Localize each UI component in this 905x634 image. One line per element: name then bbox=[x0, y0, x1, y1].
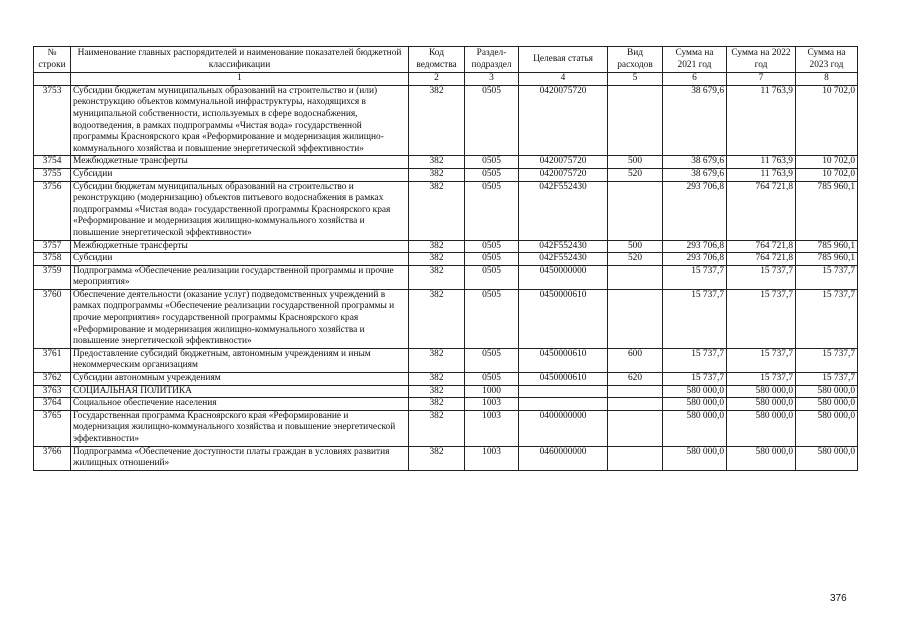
table-row bbox=[34, 289, 858, 348]
row-section: 1003 bbox=[465, 446, 519, 470]
row-target-article: 0400000000 bbox=[519, 410, 608, 446]
row-name: Предоставление субсидий бюджетным, автономным учреждениям и иным некоммерческим организациям bbox=[71, 348, 409, 372]
row-number: 3765 bbox=[34, 410, 71, 446]
row-sum-2022: 15 737,7 bbox=[727, 348, 796, 372]
row-sum-2022: 15 737,7 bbox=[727, 289, 796, 348]
row-sum-2022: 580 000,0 bbox=[727, 385, 796, 398]
header-row-number: № строки bbox=[34, 47, 71, 73]
row-sum-2022: 580 000,0 bbox=[727, 446, 796, 470]
row-dept-code: 382 bbox=[409, 240, 465, 253]
row-sum-2023: 580 000,0 bbox=[796, 446, 858, 470]
header-row bbox=[34, 47, 858, 73]
row-section: 1003 bbox=[465, 410, 519, 446]
row-number: 3764 bbox=[34, 398, 71, 411]
row-sum-2021: 15 737,7 bbox=[663, 265, 727, 289]
column-number: 3 bbox=[465, 73, 519, 86]
row-sum-2022: 580 000,0 bbox=[727, 398, 796, 411]
column-number bbox=[34, 73, 71, 86]
header-target-article: Целевая статья bbox=[519, 47, 608, 73]
row-expense-type: 520 bbox=[608, 253, 663, 266]
row-sum-2023: 15 737,7 bbox=[796, 265, 858, 289]
row-expense-type: 620 bbox=[608, 373, 663, 386]
row-sum-2021: 580 000,0 bbox=[663, 385, 727, 398]
row-target-article bbox=[519, 398, 608, 411]
row-sum-2022: 580 000,0 bbox=[727, 410, 796, 446]
row-sum-2021: 38 679,6 bbox=[663, 156, 727, 169]
row-number: 3766 bbox=[34, 446, 71, 470]
row-name: Субсидии bbox=[71, 253, 409, 266]
row-dept-code: 382 bbox=[409, 85, 465, 156]
row-name: СОЦИАЛЬНАЯ ПОЛИТИКА bbox=[71, 385, 409, 398]
row-expense-type bbox=[608, 85, 663, 156]
row-sum-2021: 580 000,0 bbox=[663, 398, 727, 411]
row-sum-2023: 785 960,1 bbox=[796, 181, 858, 240]
row-sum-2022: 15 737,7 bbox=[727, 265, 796, 289]
header-sum-2023: Сумма на 2023 год bbox=[796, 47, 858, 73]
row-dept-code: 382 bbox=[409, 446, 465, 470]
row-sum-2022: 11 763,9 bbox=[727, 156, 796, 169]
row-expense-type bbox=[608, 181, 663, 240]
row-target-article: 0420075720 bbox=[519, 85, 608, 156]
row-expense-type bbox=[608, 446, 663, 470]
row-name: Субсидии автономным учреждениям bbox=[71, 373, 409, 386]
row-sum-2022: 15 737,7 bbox=[727, 373, 796, 386]
row-dept-code: 382 bbox=[409, 398, 465, 411]
row-sum-2021: 580 000,0 bbox=[663, 410, 727, 446]
row-sum-2023: 580 000,0 bbox=[796, 385, 858, 398]
row-sum-2023: 10 702,0 bbox=[796, 85, 858, 156]
row-number: 3757 bbox=[34, 240, 71, 253]
row-name: Межбюджетные трансферты bbox=[71, 156, 409, 169]
table-row bbox=[34, 265, 858, 289]
row-expense-type bbox=[608, 398, 663, 411]
row-sum-2023: 785 960,1 bbox=[796, 253, 858, 266]
row-target-article: 042F552430 bbox=[519, 240, 608, 253]
table-row bbox=[34, 156, 858, 169]
table-row bbox=[34, 373, 858, 386]
page-number: 376 bbox=[830, 593, 847, 604]
row-target-article: 0420075720 bbox=[519, 156, 608, 169]
row-target-article: 0450000000 bbox=[519, 265, 608, 289]
row-name: Субсидии bbox=[71, 168, 409, 181]
row-sum-2021: 15 737,7 bbox=[663, 373, 727, 386]
row-number: 3761 bbox=[34, 348, 71, 372]
row-dept-code: 382 bbox=[409, 348, 465, 372]
row-section: 0505 bbox=[465, 85, 519, 156]
table-row bbox=[34, 253, 858, 266]
table-row bbox=[34, 240, 858, 253]
row-sum-2021: 15 737,7 bbox=[663, 289, 727, 348]
column-number: 1 bbox=[71, 73, 409, 86]
row-section: 0505 bbox=[465, 156, 519, 169]
row-sum-2021: 38 679,6 bbox=[663, 85, 727, 156]
row-target-article: 0460000000 bbox=[519, 446, 608, 470]
row-target-article: 0450000610 bbox=[519, 348, 608, 372]
column-number: 4 bbox=[519, 73, 608, 86]
table-row bbox=[34, 348, 858, 372]
row-dept-code: 382 bbox=[409, 410, 465, 446]
header-name: Наименование главных распорядителей и наименование показателей бюджетной классификации bbox=[71, 47, 409, 73]
row-name: Субсидии бюджетам муниципальных образований на строительство и реконструкцию (модернизацию) объектов питьевого водоснабжения в рамках подпрограммы «Чистая вода» государственной программы Красноярского края «Реформирование и модернизация жилищно-коммунального хозяйства и повышение энергетической эффективности» bbox=[71, 181, 409, 240]
column-number: 8 bbox=[796, 73, 858, 86]
row-section: 0505 bbox=[465, 168, 519, 181]
row-dept-code: 382 bbox=[409, 385, 465, 398]
row-section: 1003 bbox=[465, 398, 519, 411]
row-number: 3762 bbox=[34, 373, 71, 386]
row-section: 0505 bbox=[465, 253, 519, 266]
row-number: 3756 bbox=[34, 181, 71, 240]
row-name: Подпрограмма «Обеспечение доступности платы граждан в условиях развития жилищных отношений» bbox=[71, 446, 409, 470]
row-dept-code: 382 bbox=[409, 289, 465, 348]
row-section: 0505 bbox=[465, 348, 519, 372]
row-dept-code: 382 bbox=[409, 156, 465, 169]
row-target-article: 0420075720 bbox=[519, 168, 608, 181]
row-number: 3754 bbox=[34, 156, 71, 169]
row-name: Подпрограмма «Обеспечение реализации государственной программы и прочие мероприятия» bbox=[71, 265, 409, 289]
row-name: Межбюджетные трансферты bbox=[71, 240, 409, 253]
row-number: 3760 bbox=[34, 289, 71, 348]
row-section: 1000 bbox=[465, 385, 519, 398]
row-name: Обеспечение деятельности (оказание услуг) подведомственных учреждений в рамках подпрограммы «Обеспечение реализации государственной программы и прочие мероприятия» государственной программы Красноярского края «Реформирование и модернизация жилищно-коммунального хозяйства и повышение энергетической эффективности» bbox=[71, 289, 409, 348]
row-section: 0505 bbox=[465, 373, 519, 386]
header-sum-2022: Сумма на 2022 год bbox=[727, 47, 796, 73]
row-dept-code: 382 bbox=[409, 181, 465, 240]
column-number: 7 bbox=[727, 73, 796, 86]
row-target-article: 042F552430 bbox=[519, 253, 608, 266]
row-expense-type: 600 bbox=[608, 348, 663, 372]
table-row bbox=[34, 385, 858, 398]
header-expense-type: Вид расходов bbox=[608, 47, 663, 73]
table-row bbox=[34, 181, 858, 240]
row-number: 3758 bbox=[34, 253, 71, 266]
row-sum-2022: 11 763,9 bbox=[727, 85, 796, 156]
table-row bbox=[34, 168, 858, 181]
row-expense-type bbox=[608, 265, 663, 289]
row-section: 0505 bbox=[465, 181, 519, 240]
row-target-article: 0450000610 bbox=[519, 373, 608, 386]
row-dept-code: 382 bbox=[409, 373, 465, 386]
row-sum-2021: 293 706,8 bbox=[663, 240, 727, 253]
row-section: 0505 bbox=[465, 265, 519, 289]
column-number: 6 bbox=[663, 73, 727, 86]
row-sum-2023: 580 000,0 bbox=[796, 398, 858, 411]
row-sum-2022: 764 721,8 bbox=[727, 253, 796, 266]
row-name: Социальное обеспечение населения bbox=[71, 398, 409, 411]
row-expense-type: 500 bbox=[608, 240, 663, 253]
table-body bbox=[34, 85, 858, 470]
row-sum-2023: 10 702,0 bbox=[796, 156, 858, 169]
row-sum-2023: 580 000,0 bbox=[796, 410, 858, 446]
row-number: 3759 bbox=[34, 265, 71, 289]
row-section: 0505 bbox=[465, 289, 519, 348]
row-target-article: 042F552430 bbox=[519, 181, 608, 240]
row-number: 3763 bbox=[34, 385, 71, 398]
table-row bbox=[34, 398, 858, 411]
row-expense-type bbox=[608, 410, 663, 446]
row-section: 0505 bbox=[465, 240, 519, 253]
header-dept-code: Код ведомства bbox=[409, 47, 465, 73]
row-expense-type bbox=[608, 289, 663, 348]
row-name: Субсидии бюджетам муниципальных образований на строительство и (или) реконструкцию объектов коммунальной инфраструктуры, находящихся в муниципальной собственности, используемых в сфере водоснабжения, водоотведения, в рамках подпрограммы «Чистая вода» государственной программы Красноярского края «Реформирование и модернизация жилищно-коммунального хозяйства и повышение энергетической эффективности» bbox=[71, 85, 409, 156]
row-sum-2021: 580 000,0 bbox=[663, 446, 727, 470]
row-sum-2021: 293 706,8 bbox=[663, 181, 727, 240]
row-sum-2023: 785 960,1 bbox=[796, 240, 858, 253]
row-target-article bbox=[519, 385, 608, 398]
row-dept-code: 382 bbox=[409, 265, 465, 289]
column-number: 5 bbox=[608, 73, 663, 86]
row-sum-2021: 293 706,8 bbox=[663, 253, 727, 266]
budget-table bbox=[33, 46, 858, 471]
row-name: Государственная программа Красноярского края «Реформирование и модернизация жилищно-коммунального хозяйства и повышение энергетической эффективности» bbox=[71, 410, 409, 446]
row-sum-2021: 38 679,6 bbox=[663, 168, 727, 181]
row-sum-2023: 15 737,7 bbox=[796, 348, 858, 372]
table-row bbox=[34, 85, 858, 156]
row-expense-type bbox=[608, 385, 663, 398]
column-number: 2 bbox=[409, 73, 465, 86]
row-dept-code: 382 bbox=[409, 168, 465, 181]
column-numbers-row bbox=[34, 73, 858, 86]
row-number: 3755 bbox=[34, 168, 71, 181]
header-sum-2021: Сумма на 2021 год bbox=[663, 47, 727, 73]
row-sum-2021: 15 737,7 bbox=[663, 348, 727, 372]
row-target-article: 0450000610 bbox=[519, 289, 608, 348]
row-number: 3753 bbox=[34, 85, 71, 156]
row-sum-2023: 10 702,0 bbox=[796, 168, 858, 181]
row-expense-type: 500 bbox=[608, 156, 663, 169]
row-sum-2022: 764 721,8 bbox=[727, 181, 796, 240]
table-row bbox=[34, 446, 858, 470]
row-sum-2023: 15 737,7 bbox=[796, 289, 858, 348]
row-sum-2022: 764 721,8 bbox=[727, 240, 796, 253]
row-sum-2023: 15 737,7 bbox=[796, 373, 858, 386]
row-dept-code: 382 bbox=[409, 253, 465, 266]
header-section: Раздел-подраздел bbox=[465, 47, 519, 73]
row-expense-type: 520 bbox=[608, 168, 663, 181]
row-sum-2022: 11 763,9 bbox=[727, 168, 796, 181]
table-row bbox=[34, 410, 858, 446]
